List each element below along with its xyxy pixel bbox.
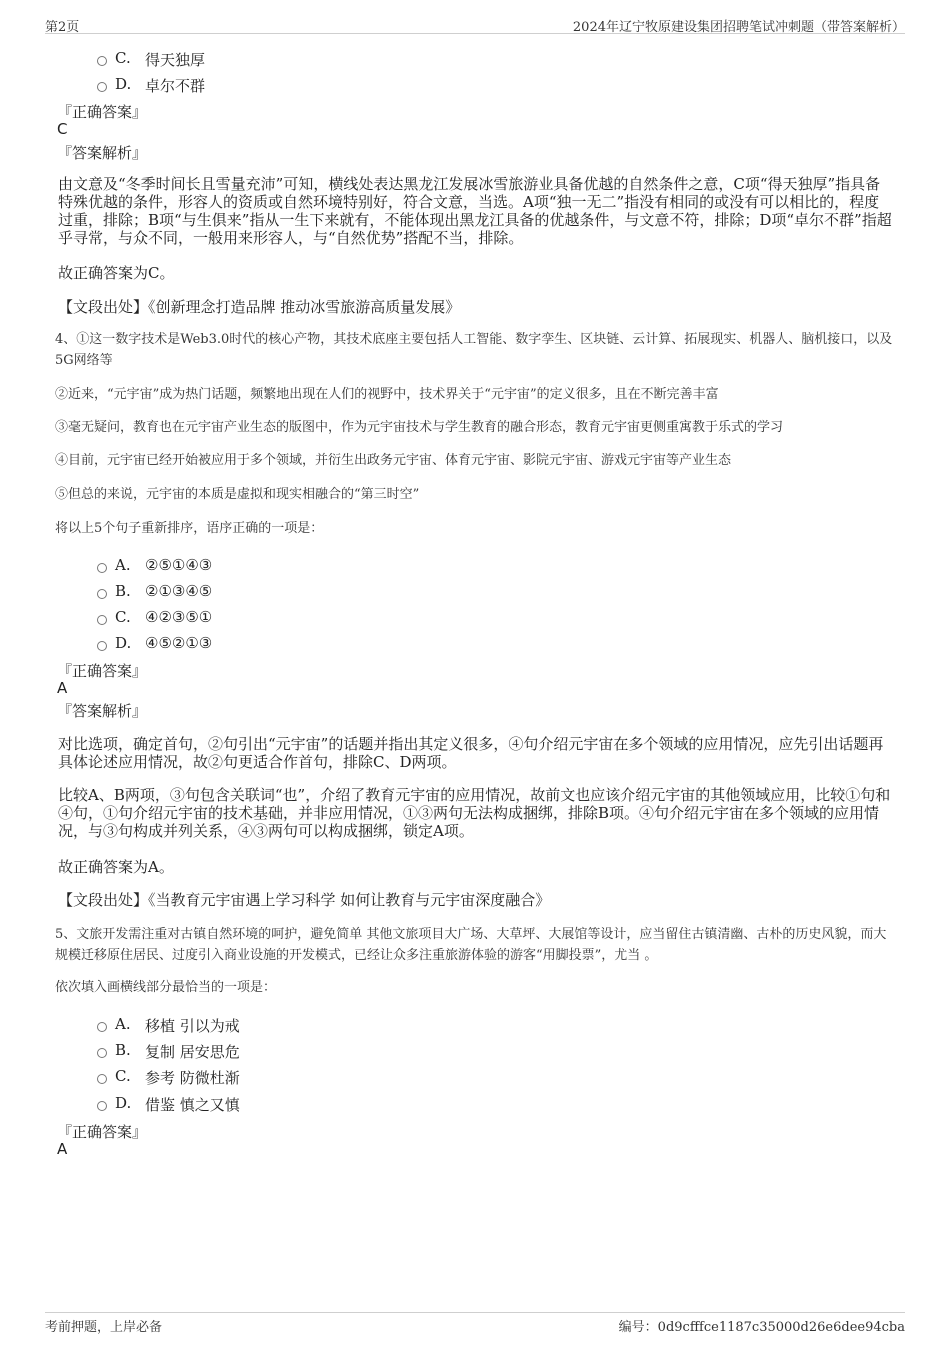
- page-number: 第2页: [45, 20, 80, 35]
- q5-stem: 5、文旅开发需注重对古镇自然环境的呵护，避免简单 其他文旅项目大广场、大草坪、大展馆等设计，应当留住古镇清幽、古朴的历史风貌，而大规模迁移原住居民、过度引入商业设施的开发模式，已经让众多注重旅游体验的游客“用脚投票”，尤当 。: [55, 927, 887, 963]
- q4-analysis-label: 『答案解析』: [57, 702, 148, 720]
- q4-analysis-2: 比较A、B两项，③句包含关联词“也”，介绍了教育元宇宙的应用情况，故前文也应该介绍元宇宙的其他领域应用，比较①句和④句，①句介绍元宇宙的技术基础，并非应用情况，①③两句无法构成捆绑，排除B项。④句介绍元宇宙在多个领域的应用情况，与③句构成并列关系，④③两句可以构成捆绑，锁定A项。: [58, 786, 891, 840]
- q4-sentence-2: ②近来，“元宇宙”成为热门话题，频繁地出现在人们的视野中，技术界关于“元宇宙”的定义很多，且在不断完善丰富: [55, 387, 719, 402]
- q3-conclusion: 故正确答案为C。: [58, 264, 175, 282]
- q3-analysis-label: 『答案解析』: [57, 144, 148, 162]
- q4-conclusion: 故正确答案为A。: [58, 858, 174, 876]
- radio-icon[interactable]: [97, 56, 107, 66]
- radio-icon[interactable]: [97, 1022, 107, 1032]
- q4-prompt: 将以上5个句子重新排序，语序正确的一项是：: [55, 521, 324, 536]
- document-id: 编号：0d9cfffce1187c35000d26e6dee94cba: [618, 1320, 905, 1335]
- q3-answer: C: [57, 120, 68, 138]
- q4-analysis-1: 对比选项，确定首句，②句引出“元宇宙”的话题并指出其定义很多，④句介绍元宇宙在多个领域的应用情况，应先引出话题再具体论述应用情况，故②句更适合作首句，排除C、D两项。: [58, 735, 884, 771]
- footer-slogan: 考前押题，上岸必备: [45, 1320, 163, 1335]
- q5-prompt: 依次填入画横线部分最恰当的一项是：: [55, 980, 277, 995]
- radio-icon[interactable]: [97, 1048, 107, 1058]
- q4-sentence-3: ③毫无疑问，教育也在元宇宙产业生态的版图中，作为元宇宙技术与学生教育的融合形态，教育元宇宙更侧重寓教于乐式的学习: [55, 420, 784, 435]
- document-title: 2024年辽宁牧原建设集团招聘笔试冲刺题（带答案解析）: [572, 20, 905, 35]
- q5-answer: A: [57, 1140, 68, 1158]
- q4-source: 【文段出处】《当教育元宇宙遇上学习科学 如何让教育与元宇宙深度融合》: [58, 891, 551, 909]
- q4-sentence-5: ⑤但总的来说，元宇宙的本质是虚拟和现实相融合的“第三时空”: [55, 487, 420, 502]
- q4-stem: 4、①这一数字技术是Web3.0时代的核心产物，其技术底座主要包括人工智能、数字孪生、区块链、云计算、拓展现实、机器人、脑机接口，以及5G网络等: [55, 332, 893, 368]
- q5-answer-label: 『正确答案』: [57, 1123, 148, 1141]
- radio-icon[interactable]: [97, 82, 107, 92]
- page-footer: [45, 1312, 905, 1335]
- radio-icon[interactable]: [97, 1074, 107, 1084]
- radio-icon[interactable]: [97, 589, 107, 599]
- page-header: [45, 14, 905, 34]
- radio-icon[interactable]: [97, 1101, 107, 1111]
- radio-icon[interactable]: [97, 641, 107, 651]
- q4-answer-label: 『正确答案』: [57, 662, 148, 680]
- radio-icon[interactable]: [97, 615, 107, 625]
- q3-answer-label: 『正确答案』: [57, 103, 148, 121]
- q4-sentence-4: ④目前，元宇宙已经开始被应用于多个领域，并衍生出政务元宇宙、体育元宇宙、影院元宇宙、游戏元宇宙等产业生态: [55, 453, 732, 468]
- radio-icon[interactable]: [97, 563, 107, 573]
- q3-source: 【文段出处】《创新理念打造品牌 推动冰雪旅游高质量发展》: [58, 298, 461, 316]
- q3-analysis: 由文意及“冬季时间长且雪量充沛”可知，横线处表达黑龙江发展冰雪旅游业具备优越的自然条件之意，C项“得天独厚”指具备特殊优越的条件，形容人的资质或自然环境特别好，符合文意，当选。A项“独一无二”指没有相同的或没有可以相比的，程度过重，排除；B项“与生俱来”指从一生下来就有，不能体现出黑龙江具备的优越条件，与文意不符，排除；D项“卓尔不群”指超乎寻常，与众不同，一般用来形容人，与“自然优势”搭配不当，排除。: [58, 175, 892, 247]
- q4-answer: A: [57, 679, 68, 697]
